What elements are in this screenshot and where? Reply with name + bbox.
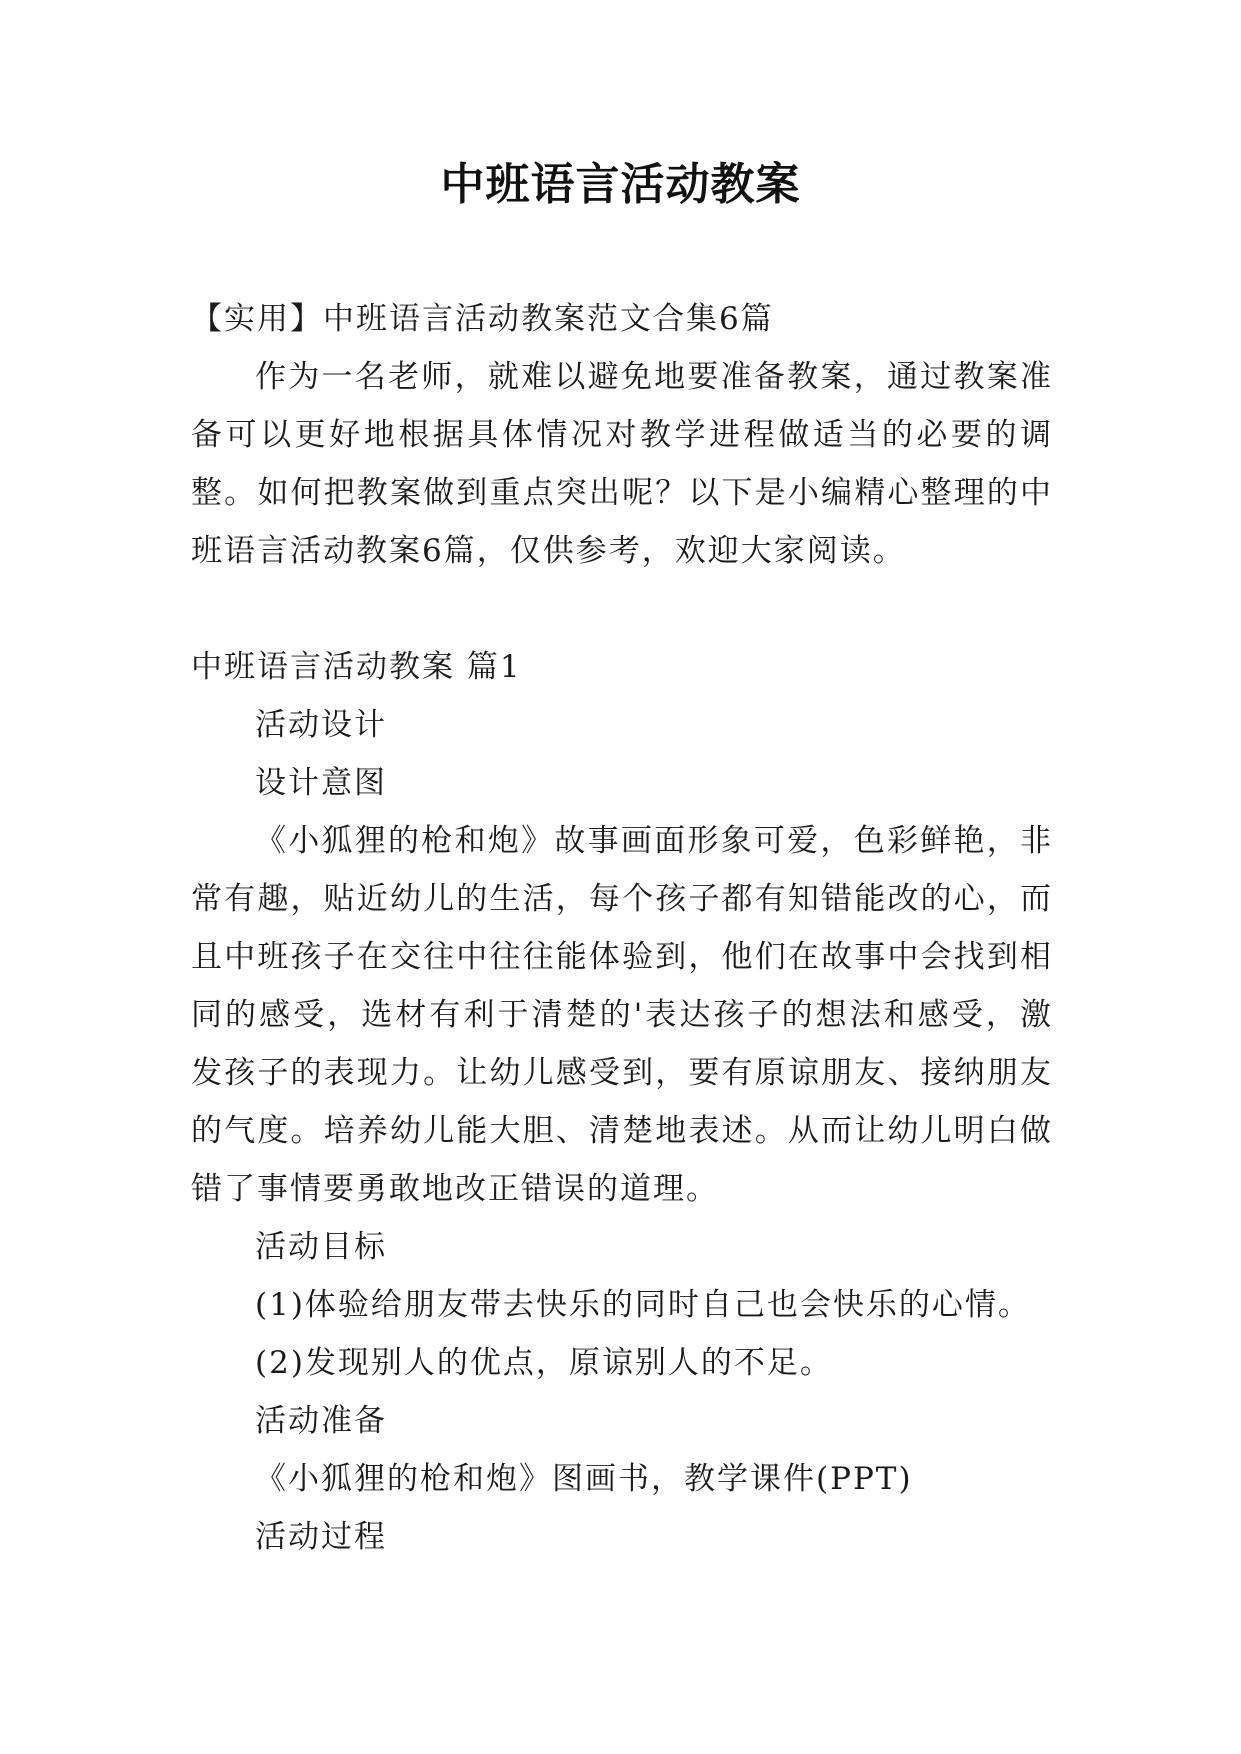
section-heading: 中班语言活动教案 篇1 (191, 649, 522, 685)
activity-design-heading: 活动设计 (255, 707, 387, 743)
goal-item-2: (2)发现别人的优点，原谅别人的不足。 (255, 1345, 833, 1381)
design-intent-heading: 设计意图 (255, 765, 387, 801)
design-intent-paragraph: 《小狐狸的枪和炮》故事画面形象可爱，色彩鲜艳，非常有趣，贴近幼儿的生活，每个孩子都有知错能改的心，而且中班孩子在交往中往往能体验到，他们在故事中会找到相同的感受，选材有利于清楚的'表达孩子的想法和感受，激发孩子的表现力。让幼儿感受到，要有原谅朋友、接纳朋友的气度。培养幼儿能大胆、清楚地表述。从而让幼儿明白做错了事情要勇敢地改正错误的道理。 (191, 823, 1053, 1207)
goals-heading: 活动目标 (255, 1229, 387, 1265)
intro-paragraph: 作为一名老师，就难以避免地要准备教案，通过教案准备可以更好地根据具体情况对教学进程做适当的必要的调整。如何把教案做到重点突出呢？以下是小编精心整理的中班语言活动教案6篇，仅供参考，欢迎大家阅读。 (191, 359, 1053, 569)
document-title: 中班语言活动教案 (440, 159, 801, 210)
document-subtitle: 【实用】中班语言活动教案范文合集6篇 (191, 301, 774, 337)
process-heading: 活动过程 (255, 1519, 387, 1555)
preparation-heading: 活动准备 (255, 1403, 387, 1439)
document-body (191, 290, 1053, 1566)
goal-item-1: (1)体验给朋友带去快乐的同时自己也会快乐的心情。 (255, 1287, 1031, 1323)
preparation-paragraph: 《小狐狸的枪和炮》图画书，教学课件(PPT) (255, 1461, 913, 1497)
